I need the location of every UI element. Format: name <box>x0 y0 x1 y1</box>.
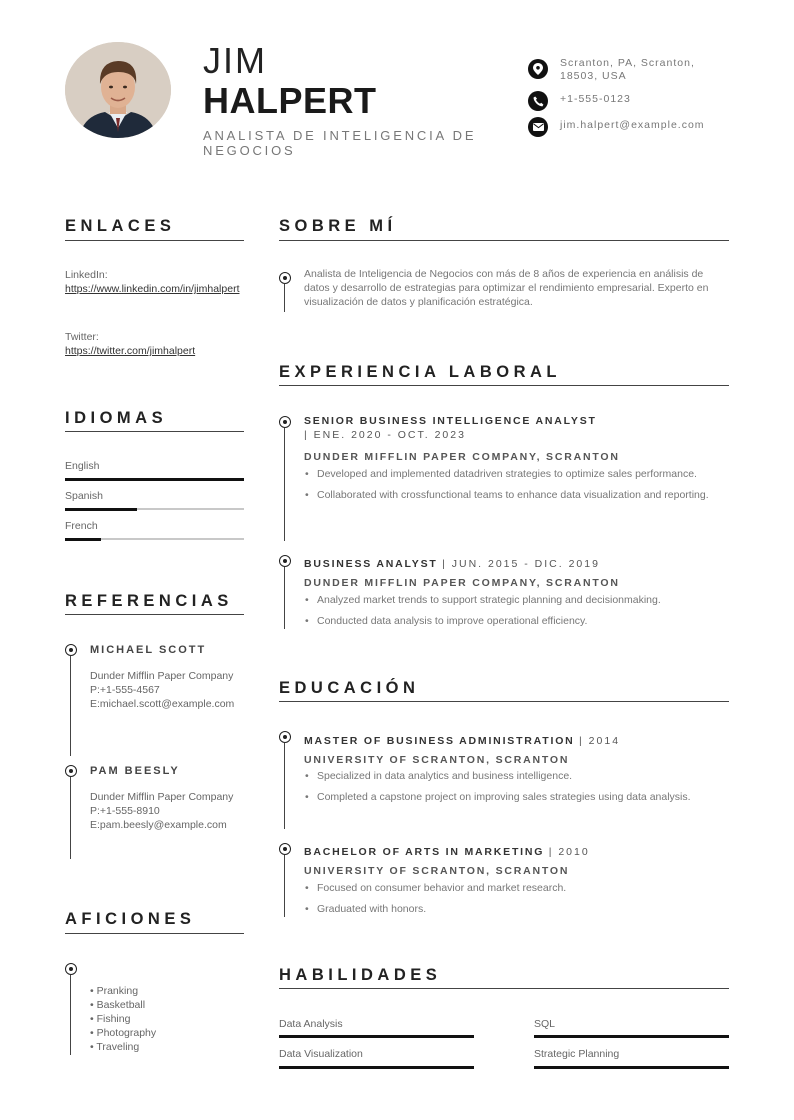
divider <box>65 933 244 934</box>
job-title: BUSINESS ANALYST <box>304 558 438 570</box>
reference-name: PAM BEESLY <box>90 765 180 777</box>
skill-name: SQL <box>534 1018 556 1030</box>
language-level-fill <box>65 508 137 511</box>
hobby-item: • Traveling <box>90 1041 140 1053</box>
email-text[interactable]: jim.halpert@example.com <box>560 119 705 131</box>
degree-year: | 2010 <box>548 846 590 858</box>
linkedin-url[interactable]: https://www.linkedin.com/in/jimhalpert <box>65 283 240 295</box>
language-level-bar <box>65 538 244 540</box>
links-title: ENLACES <box>65 217 176 235</box>
school-name: UNIVERSITY OF SCRANTON, SCRANTON <box>304 865 570 877</box>
hobby-item: • Photography <box>90 1027 157 1039</box>
divider <box>65 240 244 241</box>
degree-bullets <box>303 881 723 916</box>
timeline-line <box>284 855 285 917</box>
job-company: DUNDER MIFFLIN PAPER COMPANY, SCRANTON <box>304 451 620 463</box>
job-dates: | ENE. 2020 - OCT. 2023 <box>304 429 466 441</box>
job-company: DUNDER MIFFLIN PAPER COMPANY, SCRANTON <box>304 577 620 589</box>
divider <box>279 988 729 989</box>
timeline-line <box>284 567 285 629</box>
degree-bullet: • Focused on consumer behavior and market research. <box>303 881 723 895</box>
timeline-line <box>70 777 71 859</box>
school-name: UNIVERSITY OF SCRANTON, SCRANTON <box>304 754 570 766</box>
reference-phone: P:+1-555-4567 <box>90 684 160 696</box>
divider <box>65 614 244 615</box>
job-bullet: • Developed and implemented datadriven strategies to optimize sales performance. <box>303 467 723 481</box>
timeline-line <box>284 284 285 312</box>
skill-name: Strategic Planning <box>534 1048 620 1060</box>
timeline-dot-icon <box>65 765 77 777</box>
job-role: ANALISTA DE INTELIGENCIA DE NEGOCIOS <box>203 128 477 158</box>
timeline-dot-icon <box>279 272 291 284</box>
language-level-bar <box>65 478 244 480</box>
hobbies-title: AFICIONES <box>65 910 196 928</box>
job-heading <box>304 554 600 572</box>
reference-company: Dunder Mifflin Paper Company <box>90 670 234 682</box>
contact-phone <box>528 91 730 111</box>
education-title: EDUCACIÓN <box>279 679 420 697</box>
language-level-fill <box>65 478 244 481</box>
timeline-dot-icon <box>279 416 291 428</box>
job-bullets <box>303 593 723 628</box>
timeline-dot-icon <box>65 963 77 975</box>
timeline-line <box>284 428 285 541</box>
skill-bar <box>279 1035 474 1038</box>
reference-email: E:pam.beesly@example.com <box>90 819 227 831</box>
language-name: Spanish <box>65 490 103 502</box>
skill-name: Data Visualization <box>279 1048 363 1060</box>
timeline-line <box>284 743 285 829</box>
job-bullets <box>303 467 723 502</box>
location-pin-icon <box>528 59 548 79</box>
contact-email[interactable] <box>528 117 730 137</box>
hobby-item: • Fishing <box>90 1013 131 1025</box>
reference-details <box>90 669 242 711</box>
languages-title: IDIOMAS <box>65 409 168 427</box>
reference-name: MICHAEL SCOTT <box>90 644 207 656</box>
degree-year: | 2014 <box>579 735 621 747</box>
skill-bar <box>279 1066 474 1069</box>
divider <box>279 385 729 386</box>
phone-icon <box>528 91 548 111</box>
degree-bullet: • Completed a capstone project on improving sales strategies using data analysis. <box>303 790 723 804</box>
references-title: REFERENCIAS <box>65 592 233 610</box>
reference-details <box>90 790 242 832</box>
skill-bar <box>534 1035 729 1038</box>
degree-bullet: • Specialized in data analytics and business intelligence. <box>303 769 723 783</box>
degree-heading <box>304 842 590 860</box>
degree-title: MASTER OF BUSINESS ADMINISTRATION <box>304 735 575 747</box>
divider <box>65 431 244 432</box>
job-dates: | JUN. 2015 - DIC. 2019 <box>442 558 600 570</box>
language-level-bar <box>65 508 244 510</box>
link-linkedin <box>65 268 245 296</box>
phone-text: +1-555-0123 <box>560 93 631 105</box>
link-twitter <box>65 330 245 358</box>
first-name: JIM <box>203 40 267 81</box>
contact-address <box>528 59 730 82</box>
timeline-dot-icon <box>279 555 291 567</box>
degree-bullets <box>303 769 723 804</box>
degree-title: BACHELOR OF ARTS IN MARKETING <box>304 846 545 858</box>
divider <box>279 240 729 241</box>
reference-email: E:michael.scott@example.com <box>90 698 235 710</box>
skill-bar <box>534 1066 729 1069</box>
timeline-dot-icon <box>65 644 77 656</box>
timeline-dot-icon <box>279 843 291 855</box>
link-label: LinkedIn: <box>65 269 108 281</box>
degree-heading <box>304 731 620 749</box>
hobby-list <box>90 984 156 1054</box>
experience-title: EXPERIENCIA LABORAL <box>279 363 561 381</box>
timeline-dot-icon <box>279 731 291 743</box>
language-name: English <box>65 460 100 472</box>
reference-phone: P:+1-555-8910 <box>90 805 160 817</box>
link-label: Twitter: <box>65 331 99 343</box>
profile-photo <box>65 42 171 138</box>
language-name: French <box>65 520 98 532</box>
language-level-fill <box>65 538 101 541</box>
degree-bullet: • Graduated with honors. <box>303 902 723 916</box>
timeline-line <box>70 656 71 756</box>
skills-title: HABILIDADES <box>279 966 442 984</box>
about-text: Analista de Inteligencia de Negocios con más de 8 años de experiencia en análisis de datos y desarrollo de estrategias para optimizar el rendimiento empresarial. Experto en visualización de datos y planificación estratégica. <box>304 268 709 308</box>
hobby-item: • Pranking <box>90 985 139 997</box>
hobby-item: • Basketball <box>90 999 146 1011</box>
twitter-url[interactable]: https://twitter.com/jimhalpert <box>65 345 196 357</box>
divider <box>279 701 729 702</box>
mail-icon <box>528 117 548 137</box>
job-bullet: • Collaborated with crossfunctional teams to enhance data visualization and reporting. <box>303 488 723 502</box>
job-title: SENIOR BUSINESS INTELLIGENCE ANALYST <box>304 415 597 427</box>
timeline-line <box>70 975 71 1055</box>
about-title: SOBRE MÍ <box>279 217 397 235</box>
address-text: Scranton, PA, Scranton, 18503, USA <box>560 57 695 82</box>
job-bullet: • Analyzed market trends to support strategic planning and decisionmaking. <box>303 593 723 607</box>
skill-name: Data Analysis <box>279 1018 343 1030</box>
job-bullet: • Conducted data analysis to improve operational efficiency. <box>303 614 723 628</box>
last-name: HALPERT <box>203 80 377 121</box>
reference-company: Dunder Mifflin Paper Company <box>90 791 234 803</box>
